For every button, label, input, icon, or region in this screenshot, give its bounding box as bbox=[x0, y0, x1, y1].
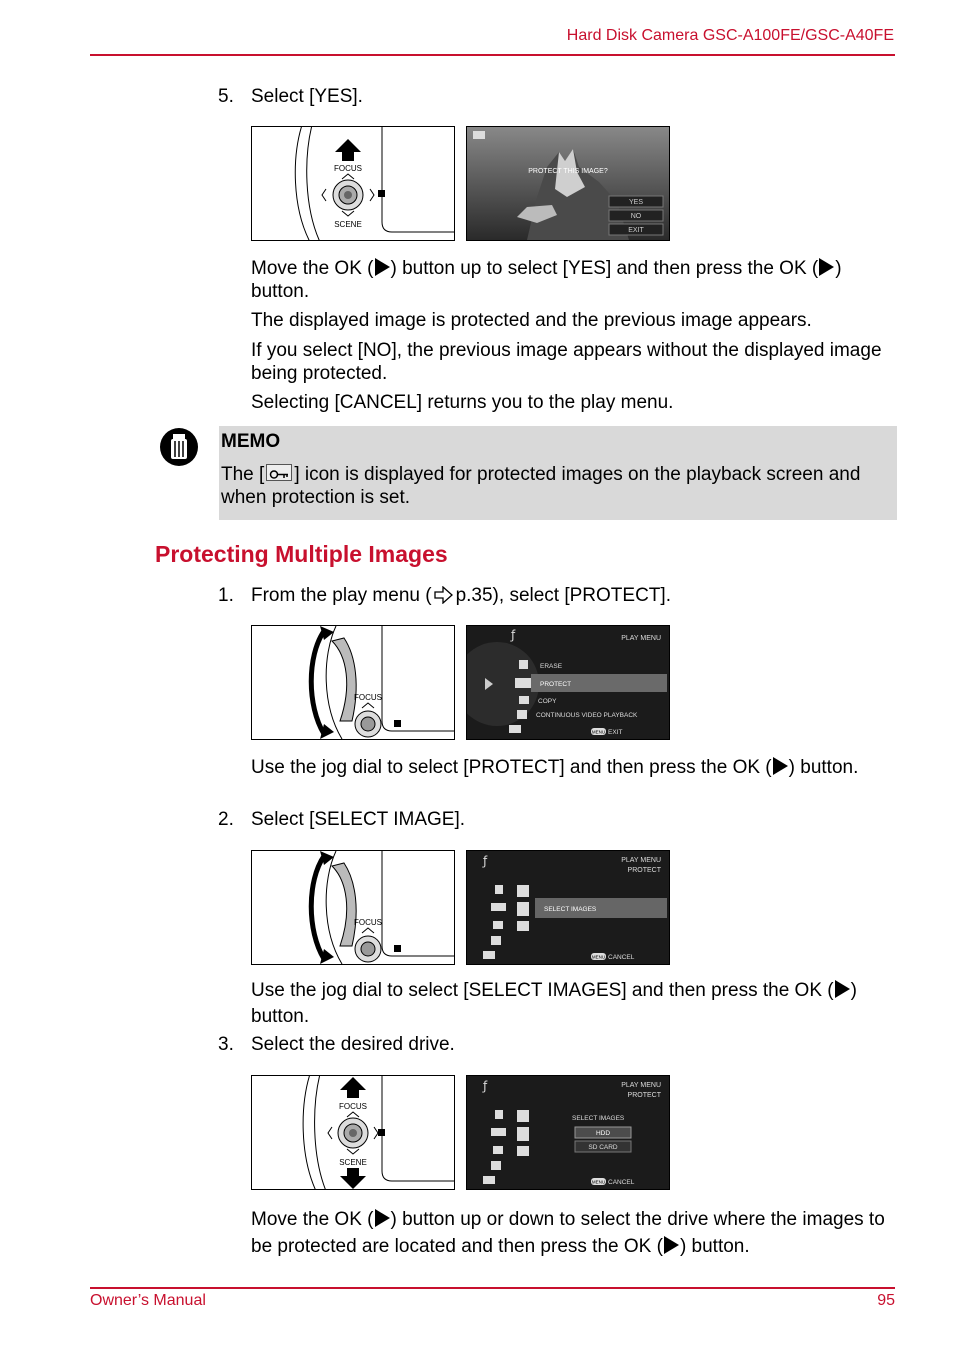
memo-title: MEMO bbox=[221, 431, 281, 452]
svg-text:ƒ: ƒ bbox=[511, 628, 516, 642]
step-2: 2. Select [SELECT IMAGE]. bbox=[218, 809, 466, 830]
exit-option-label: EXIT bbox=[628, 227, 644, 234]
step-text: Select [YES]. bbox=[251, 86, 363, 107]
header-rule bbox=[90, 54, 895, 56]
menu-button-badge: MENU bbox=[591, 729, 606, 735]
footer-rule bbox=[90, 1287, 895, 1289]
camera-buttons-illustration-updown bbox=[251, 1075, 455, 1190]
focus-label: FOCUS bbox=[334, 164, 362, 173]
svg-text:ƒ: ƒ bbox=[483, 854, 488, 868]
exit-label: EXIT bbox=[608, 729, 623, 736]
play-menu-screen bbox=[466, 625, 670, 740]
protect-key-icon bbox=[266, 464, 292, 481]
drive-select-screen bbox=[466, 1075, 670, 1190]
page-reference-icon bbox=[434, 586, 454, 610]
play-menu-title: PLAY MENU bbox=[621, 635, 661, 642]
section-title: Protecting Multiple Images bbox=[155, 541, 448, 567]
protect-subtitle: PROTECT bbox=[627, 867, 661, 874]
step-5 bbox=[218, 86, 363, 108]
drive-option-sd-label: SD CARD bbox=[588, 1144, 618, 1151]
protect-subtitle: PROTECT bbox=[627, 1092, 661, 1099]
page-number: 95 bbox=[877, 1292, 895, 1309]
step-number: 2. bbox=[218, 809, 234, 830]
play-menu-title: PLAY MENU bbox=[621, 1082, 661, 1089]
camera-buttons-illustration-up bbox=[251, 126, 455, 241]
ok-button-icon bbox=[375, 1209, 390, 1227]
focus-label: FOCUS bbox=[354, 693, 382, 702]
step5-para-2: The displayed image is protected and the previous image appears. bbox=[251, 310, 812, 331]
protect-submenu-screen bbox=[466, 850, 670, 965]
memo-icon bbox=[159, 427, 199, 467]
step1-para: Use the jog dial to select [PROTECT] and then press the OK ( ) button. bbox=[251, 757, 859, 778]
focus-label: FOCUS bbox=[354, 918, 382, 927]
select-images-heading: SELECT IMAGES bbox=[572, 1115, 625, 1122]
play-menu-title: PLAY MENU bbox=[621, 857, 661, 864]
menu-item-erase[interactable]: ERASE bbox=[540, 663, 563, 670]
step-1: 1. From the play menu ( p.35), select [PROTECT]. bbox=[218, 585, 671, 610]
header-title: Hard Disk Camera GSC-A100FE/GSC-A40FE bbox=[566, 27, 894, 44]
menu-item-continuous-playback[interactable]: CONTINUOUS VIDEO PLAYBACK bbox=[536, 712, 638, 719]
drive-option-hdd-label: HDD bbox=[595, 1130, 611, 1137]
step5-para-4: Selecting [CANCEL] returns you to the play menu. bbox=[251, 392, 674, 413]
protect-submenu-display bbox=[467, 851, 669, 964]
camera-control-up-icon bbox=[252, 127, 454, 240]
jog-dial-icon bbox=[252, 626, 454, 739]
jog-dial-illustration-1 bbox=[251, 625, 455, 740]
step5-para-1: Move the OK ( ) button up to select [YES] and then press the OK ( ) button. bbox=[251, 258, 842, 302]
step-3: 3. Select the desired drive. bbox=[218, 1034, 455, 1055]
step2-para: Use the jog dial to select [SELECT IMAGES] and then press the OK ( ) button. bbox=[251, 980, 857, 1027]
drive-select-display bbox=[467, 1076, 669, 1189]
step5-para-3: If you select [NO], the previous image appears without the displayed image being protected. bbox=[251, 340, 882, 384]
ok-button-icon bbox=[773, 757, 788, 775]
menu-item-copy[interactable]: COPY bbox=[538, 698, 557, 705]
step-number: 5. bbox=[218, 86, 234, 107]
cancel-label: CANCEL bbox=[608, 1179, 635, 1186]
menu-item-protect[interactable]: PROTECT bbox=[540, 681, 572, 688]
memo-text: The [ ] icon is displayed for protected images on the playback screen and when protection is set. bbox=[221, 464, 861, 508]
footer-manual-title: Owner’s Manual bbox=[90, 1292, 206, 1309]
menu-button-badge: MENU bbox=[591, 954, 606, 960]
camera-control-updown-icon bbox=[252, 1076, 454, 1189]
protect-prompt-text: PROTECT THIS IMAGE? bbox=[528, 168, 608, 175]
jog-dial-icon bbox=[252, 851, 454, 964]
scene-label: SCENE bbox=[334, 220, 362, 229]
step3-para: Move the OK ( ) button up or down to select the drive where the images to be protected are located and then press the OK ( ) button. bbox=[251, 1209, 885, 1257]
ok-button-icon bbox=[375, 258, 390, 276]
no-option-label: NO bbox=[630, 213, 642, 220]
ok-button-icon bbox=[664, 1236, 679, 1254]
focus-label: FOCUS bbox=[339, 1102, 367, 1111]
menu-button-badge: MENU bbox=[591, 1179, 606, 1185]
ok-button-icon bbox=[835, 980, 850, 998]
yes-option-label: YES bbox=[628, 199, 644, 206]
dog-photo-screen bbox=[467, 127, 669, 240]
protect-confirm-screen bbox=[466, 126, 670, 241]
step-number: 3. bbox=[218, 1034, 234, 1055]
select-images-option[interactable]: SELECT IMAGES bbox=[544, 906, 597, 913]
jog-dial-illustration-2 bbox=[251, 850, 455, 965]
play-menu-display bbox=[467, 626, 669, 739]
ok-button-icon bbox=[819, 258, 834, 276]
svg-text:ƒ: ƒ bbox=[483, 1079, 488, 1093]
scene-label: SCENE bbox=[339, 1158, 367, 1167]
step-number: 1. bbox=[218, 585, 234, 606]
cancel-label: CANCEL bbox=[608, 954, 635, 961]
